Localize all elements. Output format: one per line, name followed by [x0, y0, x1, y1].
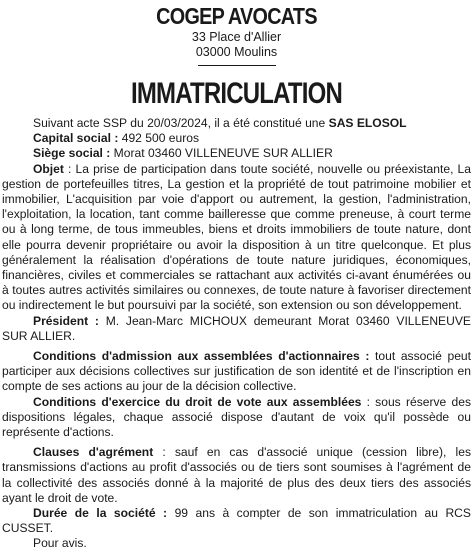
- firm-address-line2: 03000 Moulins: [195, 45, 278, 59]
- company-name: SAS ELOSOL: [328, 116, 407, 130]
- vote-paragraph: [2, 395, 471, 441]
- vote-text: : sous réserve des dispositions légales, chaque associé dispose d'autant de voix qu'il possède ou représente d'actions.: [2, 394, 471, 440]
- objet-label: Objet: [33, 161, 64, 176]
- agrement-label: Clauses d'agrément: [33, 445, 154, 460]
- siege-label: Siège social :: [33, 146, 114, 161]
- duree-paragraph: [2, 506, 471, 536]
- siege-value: Morat 03460 VILLENEUVE SUR ALLIER: [113, 146, 333, 161]
- firm-name: COGEP AVOCATS: [156, 3, 317, 29]
- capital-paragraph: [2, 131, 471, 146]
- objet-paragraph: [2, 162, 471, 314]
- admission-label: Conditions d'admission aux assemblées d'actionnaires :: [33, 349, 370, 364]
- admission-paragraph: [2, 349, 471, 395]
- agrement-text: : sauf en cas d'associé unique (cession libre), les transmissions d'actions au profit d'associés ou de tiers sont soumises à l'agrément de la collectivité des associés donné à la majorité de plus des deux tiers des associés ayant le droit de vote.: [2, 445, 472, 505]
- siege-paragraph: [2, 146, 471, 161]
- vote-label: Conditions d'exercice du droit de vote aux assemblées: [33, 394, 362, 409]
- firm-address-line1: 33 Place d'Allier: [191, 30, 282, 44]
- capital-value: 492 500 euros: [121, 131, 200, 146]
- intro-paragraph: [2, 116, 471, 131]
- president-label: Président :: [33, 313, 106, 328]
- admission-text: tout associé peut participer aux décisions collectives sur justification de son identité et de l'inscription en compte de ses actions au jour de la décision collective.: [2, 349, 472, 394]
- notice-body: [1, 116, 472, 552]
- capital-label: Capital social :: [33, 131, 122, 146]
- intro-text: Suivant acte SSP du 20/03/2024, il a été constitué une: [33, 116, 329, 130]
- president-text: M. Jean-Marc MICHOUX demeurant Morat 03460 VILLENEUVE SUR ALLIER.: [2, 313, 471, 343]
- duree-text: 99 ans à compter de son immatriculation au RCS CUSSET.: [2, 506, 471, 536]
- closing-text: Pour avis.: [33, 536, 87, 551]
- legal-notice-page: [0, 2, 473, 551]
- divider: [198, 65, 276, 66]
- notice-headline: IMMATRICULATION: [130, 77, 343, 110]
- president-paragraph: [2, 314, 471, 344]
- agrement-paragraph: [2, 445, 471, 506]
- duree-label: Durée de la société :: [33, 506, 175, 521]
- objet-text: : La prise de participation dans toute société, nouvelle ou préexistante, La gestion de portefeuilles titres, La gestion et la propriété de tout patrimoine mobilier et immobilier, L'acquisition par voie d'apport ou autrement, la gestion, l'administration, l'exploitation, la location, tant comme bailleresse que comme preneuse, à court terme ou à long terme, de tous immeubles, biens et droits immobiliers de toute nature, dont elle pourra devenir propriétaire ou avoir la disposition à un titre quelconque. Et plus généralement la réalisation d'opérations de toute nature juridiques, économiques, financières, civiles et commerciales se rattachant aux activités ci-avant énumérées ou à toutes autres activités similaires ou connexes, de toute nature à favoriser directement ou indirectement le but poursuivi par la société, son extension ou son développement.: [2, 161, 471, 313]
